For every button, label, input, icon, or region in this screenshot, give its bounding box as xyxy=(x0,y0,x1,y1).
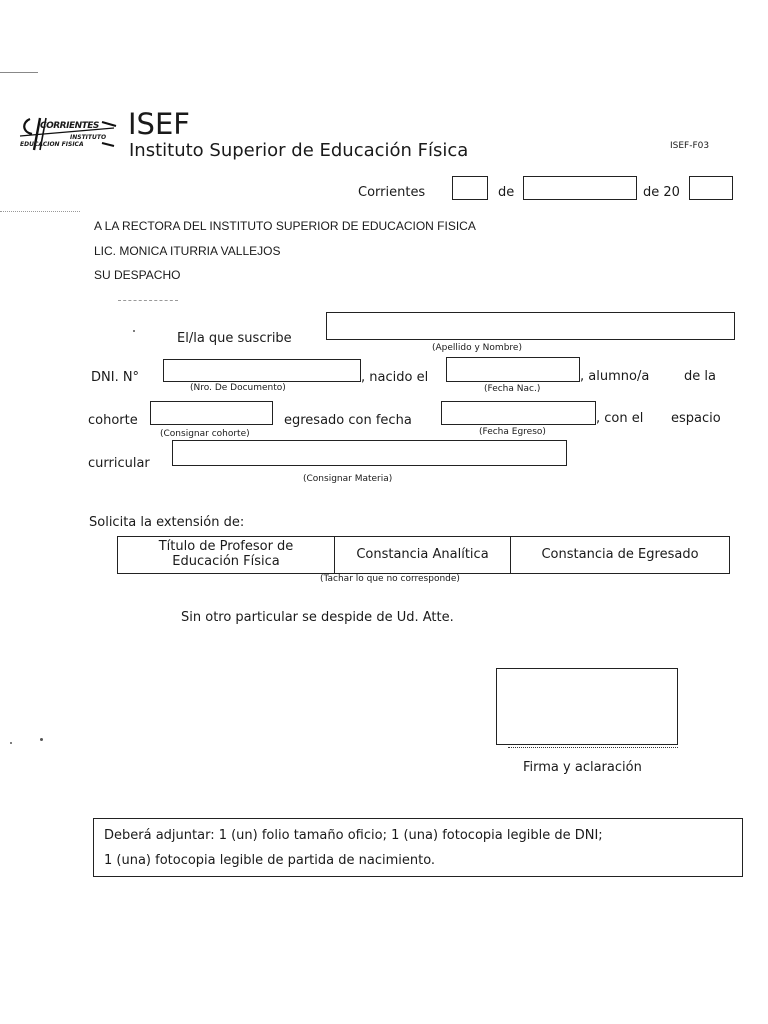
year-prefix-label: de 20 xyxy=(643,185,680,200)
day-field[interactable] xyxy=(452,176,488,200)
de-label: de xyxy=(498,185,515,200)
scan-artifact-line xyxy=(0,72,38,73)
alumno-label: , alumno/a xyxy=(580,369,650,384)
scan-artifact-line xyxy=(118,300,178,301)
suscribe-label: El/la que suscribe xyxy=(177,331,292,346)
graduation-date-field[interactable] xyxy=(441,401,596,425)
option-constancia-analitica-label: Constancia Analítica xyxy=(356,546,489,562)
cohorte-hint: (Consignar cohorte) xyxy=(160,429,250,439)
scan-speck xyxy=(40,738,43,741)
institution-name: Instituto Superior de Educación Física xyxy=(129,140,469,161)
full-name-hint: (Apellido y Nombre) xyxy=(432,343,522,353)
page-title: ISEF xyxy=(128,107,190,141)
scan-speck xyxy=(133,330,135,332)
option-constancia-analitica[interactable] xyxy=(335,537,511,573)
closing-text: Sin otro particular se despide de Ud. Atte. xyxy=(181,610,454,625)
birth-date-hint: (Fecha Nac.) xyxy=(484,384,541,394)
signature-label: Firma y aclaración xyxy=(523,760,642,775)
option-titulo-profesor[interactable] xyxy=(118,537,335,573)
request-label: Solicita la extensión de: xyxy=(89,515,245,530)
de-la-label: de la xyxy=(684,369,716,384)
scan-speck xyxy=(10,742,12,744)
logo-text-main: CORRIENTES xyxy=(40,121,99,131)
scan-artifact-line xyxy=(0,211,80,212)
nacido-label: , nacido el xyxy=(361,370,429,385)
notice-line-2: 1 (una) fotocopia legible de partida de nacimiento. xyxy=(104,853,436,868)
addressee-line-2: LIC. MONICA ITURRIA VALLEJOS xyxy=(94,244,281,258)
year-field[interactable] xyxy=(689,176,733,200)
attachments-notice xyxy=(93,818,743,877)
graduation-date-hint: (Fecha Egreso) xyxy=(479,427,546,437)
dni-hint: (Nro. De Documento) xyxy=(190,383,286,393)
option-titulo-profesor-label: Título de Profesor de Educación Física xyxy=(158,539,294,569)
form-code: ISEF-F03 xyxy=(670,141,710,151)
addressee-line-3: SU DESPACHO xyxy=(94,268,181,282)
notice-line-1: Deberá adjuntar: 1 (un) folio tamaño oficio; 1 (una) fotocopia legible de DNI; xyxy=(104,828,603,843)
cohorte-field[interactable] xyxy=(150,401,273,425)
request-options-table xyxy=(117,536,730,574)
signature-dotted-line xyxy=(508,747,678,748)
subject-hint: (Consignar Materia) xyxy=(303,474,393,484)
signature-box[interactable] xyxy=(496,668,678,745)
dni-field[interactable] xyxy=(163,359,361,382)
city-label: Corrientes xyxy=(358,185,426,200)
egresado-label: egresado con fecha xyxy=(284,413,412,428)
logo-text-sub1: INSTITUTO xyxy=(70,134,107,141)
isef-logo xyxy=(18,116,118,154)
logo-text-sub2: EDUCACION FISICA xyxy=(20,141,84,148)
birth-date-field[interactable] xyxy=(446,357,580,382)
full-name-field[interactable] xyxy=(326,312,735,340)
month-field[interactable] xyxy=(523,176,637,200)
addressee-line-1: A LA RECTORA DEL INSTITUTO SUPERIOR DE EDUCACION FISICA xyxy=(94,219,476,233)
espacio-label-2: espacio xyxy=(671,411,721,426)
espacio-label: , con el xyxy=(596,411,644,426)
subject-field[interactable] xyxy=(172,440,567,466)
dni-label: DNI. N° xyxy=(91,370,140,385)
option-constancia-egresado[interactable] xyxy=(511,537,729,573)
curricular-label: curricular xyxy=(88,456,150,471)
request-hint: (Tachar lo que no corresponde) xyxy=(320,574,460,584)
option-constancia-egresado-label: Constancia de Egresado xyxy=(541,546,699,562)
cohorte-label: cohorte xyxy=(88,413,138,428)
